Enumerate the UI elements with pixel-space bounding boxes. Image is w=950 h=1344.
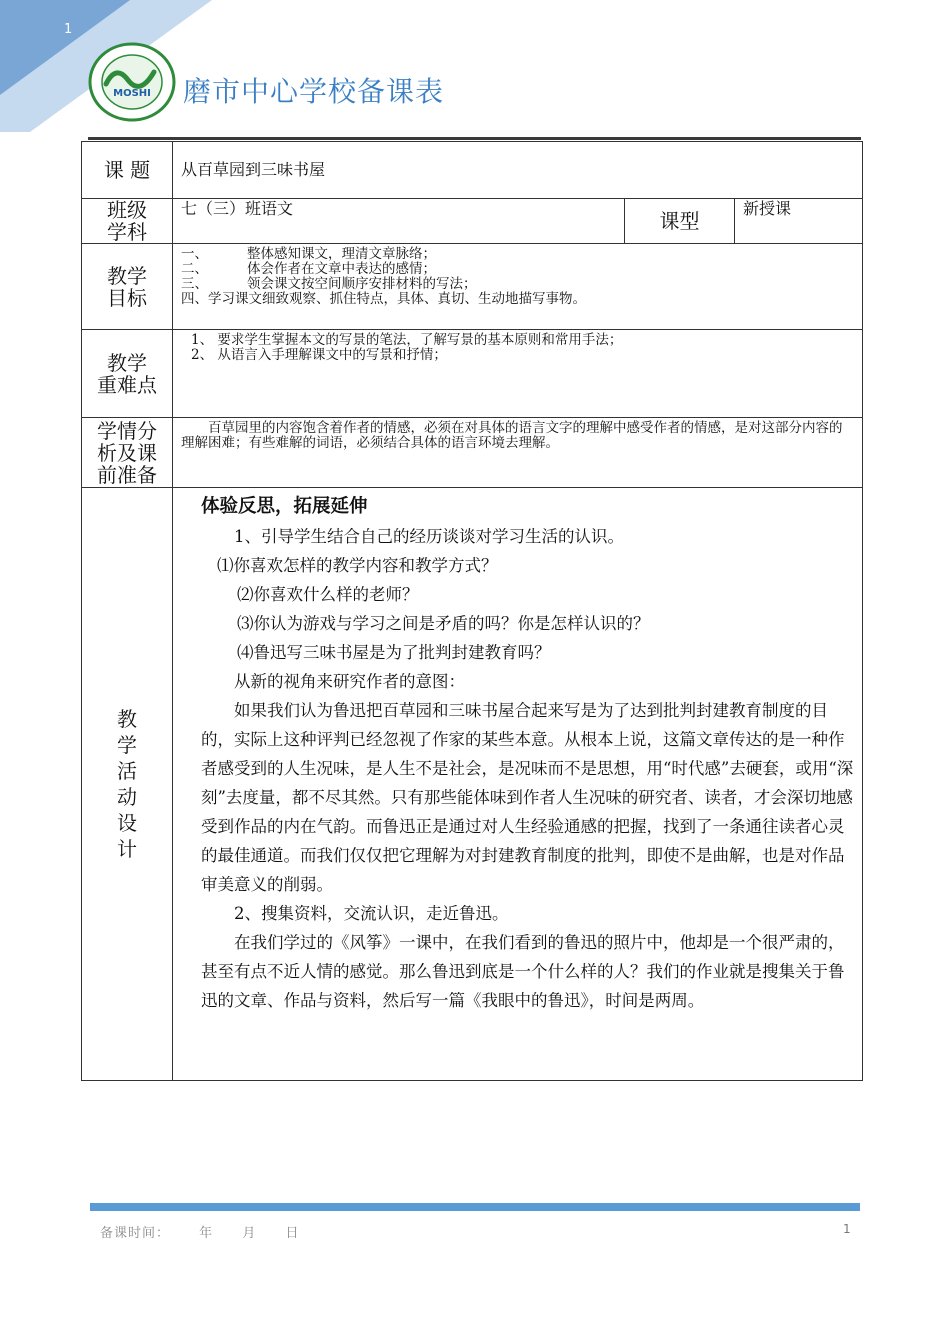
activity-step-2: 2、搜集资料，交流认识，走近鲁迅。 <box>234 904 509 923</box>
footer-bar <box>90 1203 860 1211</box>
activity-question: ⑶你认为游戏与学习之间是矛盾的吗？你是怎样认识的？ <box>237 614 650 633</box>
footer-month: 月 <box>242 1226 257 1241</box>
logo-text: MOSHI <box>113 88 151 99</box>
keypoint-item: 1、 要求学生掌握本文的写景的笔法，了解写景的基本原则和常用手法； <box>191 332 623 348</box>
activity-paragraph: 在我们学过的《风筝》一课中，在我们看到的鲁迅的照片中，他却是一个很严肃的，甚至有点不近人情的感觉。那么鲁迅到底是一个什么样的人？我们的作业就是搜集关于鲁迅的文章、作品与资料，然后写一篇《我眼中的鲁迅》，时间是两周。 <box>201 933 845 1010</box>
activity-paragraph: 如果我们认为鲁迅把百草园和三味书屋合起来写是为了达到批判封建教育制度的目的，实际上这种评判已经忽视了作家的某些本意。从根本上说，这篇文章传达的是一种作者感受到的人生况味，是人生不是社会，是况味而不是思想，用“时代感”去硬套，或用“深刻”去度量，都不尽其然。只有那些能体味到作者人生况味的研究者、读者，才会深切地感受到作品的内在气韵。而鲁迅正是通过对人生经验通感的把握，找到了一条通往读者心灵的最佳通道。而我们仅仅把它理解为对封建教育制度的批判，即使不是曲解，也是对作品审美意义的削弱。 <box>201 701 854 894</box>
activity-paragraph: 从新的视角来研究作者的意图： <box>234 672 465 691</box>
footer-date-label: 备课时间： <box>100 1226 171 1241</box>
goal-item: 四、学习课文细致观察、抓住特点，具体、真切、生动地描写事物。 <box>181 291 586 307</box>
activity-label: 教 学 活 动 设 计 <box>82 488 173 1081</box>
activity-question: ⑵你喜欢什么样的老师？ <box>237 585 419 604</box>
footer-date <box>100 1222 323 1241</box>
keypoints-row <box>82 330 863 418</box>
keypoint-item: 2、 从语言入手理解课文中的写景和抒情； <box>191 347 447 363</box>
school-logo-icon <box>88 42 176 122</box>
goal-item: 一、 整体感知课文，理清文章脉络； <box>181 246 436 262</box>
keypoints-list <box>173 330 863 418</box>
header-divider <box>88 137 861 140</box>
goals-label: 教学 目标 <box>82 244 173 330</box>
footer-day: 日 <box>285 1226 300 1241</box>
topic-value: 从百草园到三味书屋 <box>173 142 863 199</box>
analysis-text: 百草园里的内容饱含着作者的情感，必须在对具体的语言文字的理解中感受作者的情感，是对这部分内容的理解困难；有些难解的词语，必须结合具体的语言环境去理解。 <box>173 418 863 488</box>
class-row <box>82 199 863 244</box>
activity-heading: 体验反思，拓展延伸 <box>201 496 368 517</box>
activity-question: ⑴你喜欢怎样的教学内容和教学方式？ <box>217 556 498 575</box>
keypoints-label: 教学 重难点 <box>82 330 173 418</box>
lesson-plan-table <box>81 141 863 1081</box>
type-label: 课型 <box>625 199 735 244</box>
footer-page-number: 1 <box>843 1222 851 1236</box>
activity-content <box>173 488 863 1081</box>
class-value: 七（三）班语文 <box>173 199 625 244</box>
page-title: 磨市中心学校备课表 <box>183 75 445 108</box>
footer-year: 年 <box>199 1226 214 1241</box>
goal-item: 三、 领会课文按空间顺序安排材料的写法； <box>181 276 477 292</box>
type-value: 新授课 <box>735 199 863 244</box>
class-label: 班级 学科 <box>82 199 173 244</box>
analysis-row <box>82 418 863 488</box>
topic-label: 课 题 <box>82 142 173 199</box>
analysis-label: 学情分 析及课 前准备 <box>82 418 173 488</box>
page-number-top: 1 <box>64 22 73 37</box>
activity-step-1: 1、引导学生结合自己的经历谈谈对学习生活的认识。 <box>234 527 624 546</box>
goals-row <box>82 244 863 330</box>
activity-question: ⑷鲁迅写三味书屋是为了批判封建教育吗？ <box>237 643 551 662</box>
goals-list <box>173 244 863 330</box>
goal-item: 二、 体会作者在文章中表达的感情； <box>181 261 436 277</box>
activity-row <box>82 488 863 1081</box>
topic-row <box>82 142 863 199</box>
